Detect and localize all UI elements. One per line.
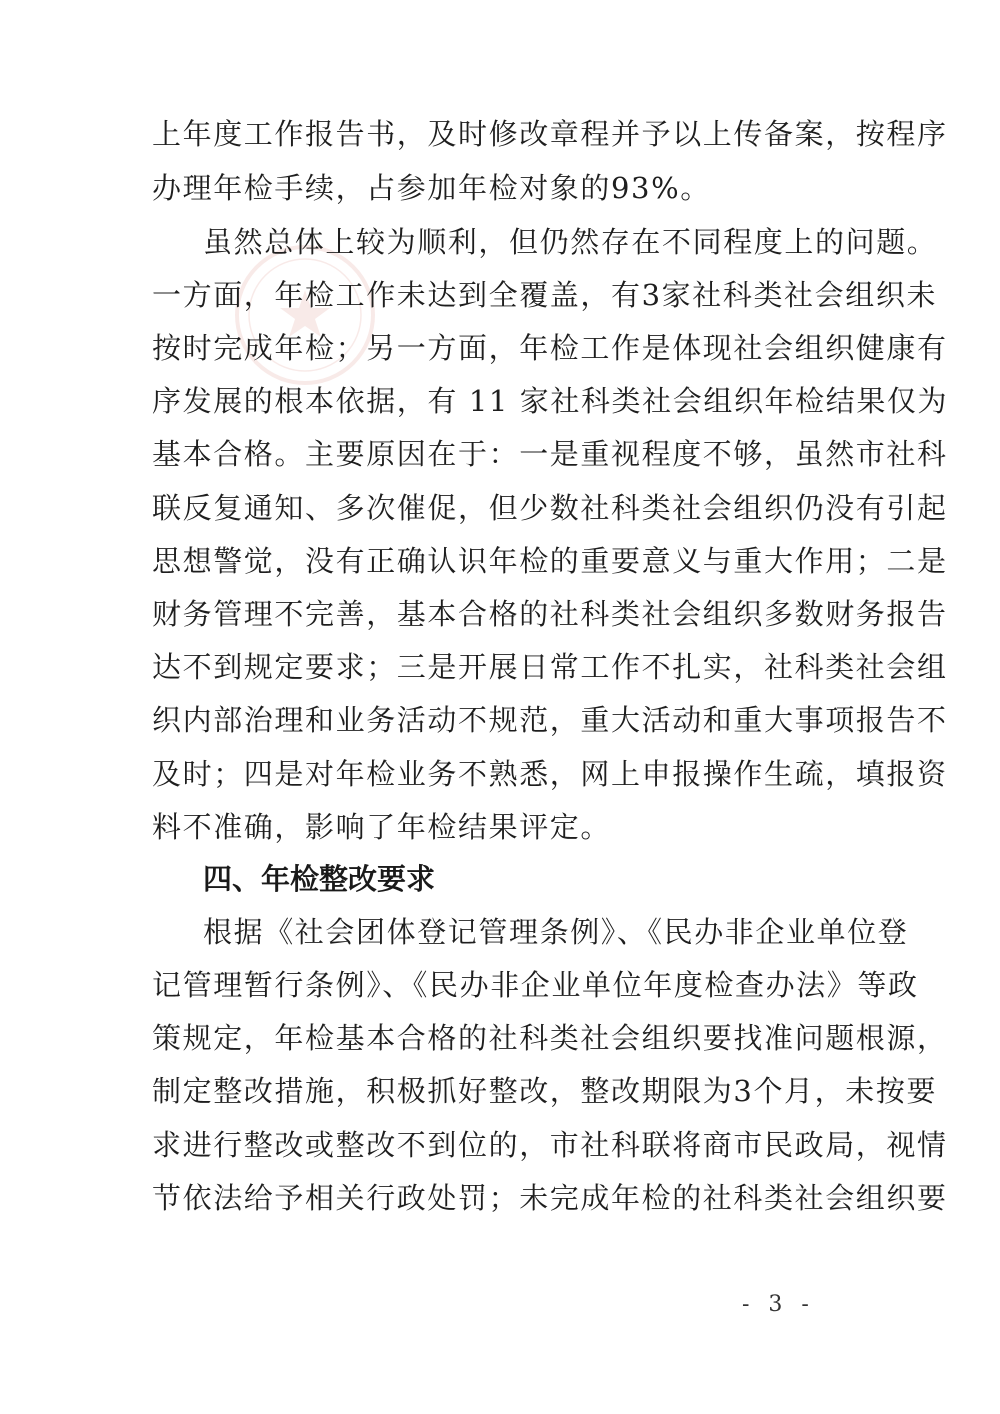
paragraph-2-line-7: 思想警觉，没有正确认识年检的重要意义与重大作用；二是 xyxy=(152,544,948,578)
paragraph-1-line-2: 办理年检手续，占参加年检对象的93%。 xyxy=(152,171,711,205)
paragraph-3-line-4: 制定整改措施，积极抓好整改，整改期限为3个月，未按要 xyxy=(152,1074,938,1108)
paragraph-3-line-6: 节依法给予相关行政处罚；未完成年检的社科类社会组织要 xyxy=(152,1181,948,1215)
section-heading: 四、年检整改要求 xyxy=(203,862,436,896)
paragraph-2-line-4: 序发展的根本依据，有 11 家社科类社会组织年检结果仅为 xyxy=(152,384,949,418)
paragraph-3-line-5: 求进行整改或整改不到位的，市社科联将商市民政局，视情 xyxy=(152,1128,948,1162)
paragraph-2-line-2: 一方面，年检工作未达到全覆盖，有3家社科类社会组织未 xyxy=(152,278,938,312)
paragraph-2-line-9: 达不到规定要求；三是开展日常工作不扎实，社科类社会组 xyxy=(152,650,948,684)
paragraph-2-line-11: 及时；四是对年检业务不熟悉，网上申报操作生疏，填报资 xyxy=(152,757,948,791)
paragraph-3-line-1: 根据《社会团体登记管理条例》、《民办非企业单位登 xyxy=(203,915,909,949)
paragraph-2-line-6: 联反复通知、多次催促，但少数社科类社会组织仍没有引起 xyxy=(152,491,948,525)
paragraph-2-line-12: 料不准确，影响了年检结果评定。 xyxy=(152,810,612,844)
paragraph-3-line-3: 策规定，年检基本合格的社科类社会组织要找准问题根源， xyxy=(152,1021,948,1055)
page-number: - 3 - xyxy=(742,1292,815,1317)
paragraph-2-line-10: 织内部治理和业务活动不规范，重大活动和重大事项报告不 xyxy=(152,703,948,737)
paragraph-2-line-8: 财务管理不完善，基本合格的社科类社会组织多数财务报告 xyxy=(152,597,948,631)
paragraph-3-line-2: 记管理暂行条例》、《民办非企业单位年度检查办法》等政 xyxy=(152,968,919,1002)
paragraph-2-line-5: 基本合格。主要原因在于：一是重视程度不够，虽然市社科 xyxy=(152,437,948,471)
paragraph-2-line-1: 虽然总体上较为顺利，但仍然存在不同程度上的问题。 xyxy=(203,225,938,259)
paragraph-1-line-1: 上年度工作报告书，及时修改章程并予以上传备案，按程序 xyxy=(152,117,948,151)
paragraph-2-line-3: 按时完成年检；另一方面，年检工作是体现社会组织健康有 xyxy=(152,331,948,365)
